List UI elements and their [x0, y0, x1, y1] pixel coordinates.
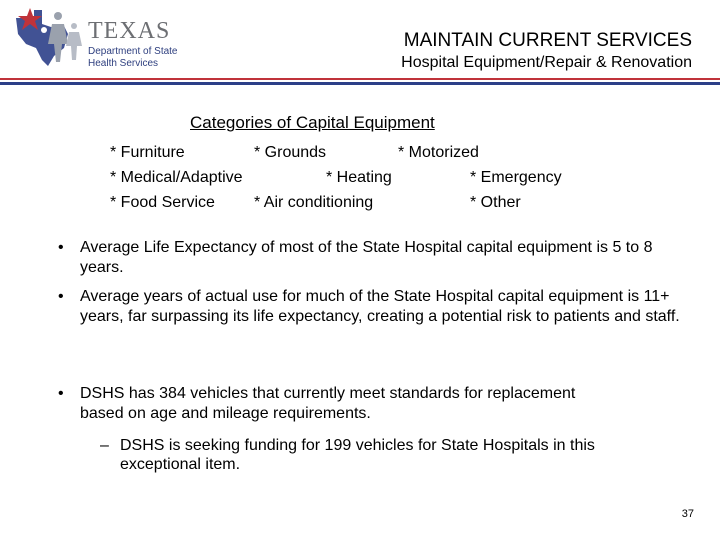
texas-star-people-icon: [8, 4, 88, 70]
logo-agency-name: Department of State Health Services: [88, 46, 178, 69]
sub-bullet-text: DSHS is seeking funding for 199 vehicles for State Hospitals in this exceptional item.: [120, 437, 595, 473]
header-divider-blue: [0, 82, 720, 85]
category-item: * Food Service: [110, 194, 215, 211]
category-item: * Heating: [326, 169, 392, 186]
category-item: * Air conditioning: [254, 194, 374, 211]
category-item: * Emergency: [470, 169, 562, 186]
category-item: * Grounds: [254, 144, 327, 161]
bullet-text: Average years of actual use for much of the State Hospital capital equipment is 11+ years, far surpassing its life expectancy, creating a potential risk to patients and staff.: [80, 288, 680, 325]
bullet-marker: •: [58, 288, 64, 305]
bullet-marker: •: [58, 239, 64, 256]
category-item: * Furniture: [110, 144, 185, 161]
page-number: 37: [681, 508, 694, 520]
logo-wordmark: TEXAS: [88, 18, 171, 44]
bullet-text: Average Life Expectancy of most of the State Hospital capital equipment is 5 to 8 years.: [80, 239, 653, 276]
page-subtitle: Hospital Equipment/Repair & Renovation: [401, 54, 692, 71]
category-item: * Medical/Adaptive: [110, 169, 243, 186]
page-title: MAINTAIN CURRENT SERVICES: [403, 30, 692, 51]
category-item: * Other: [470, 194, 521, 211]
bullet-text: DSHS has 384 vehicles that currently meet standards for replacement based on age and mileage requirements.: [80, 385, 576, 422]
categories-heading: Categories of Capital Equipment: [190, 113, 435, 132]
bullet-marker: •: [58, 385, 64, 402]
category-item: * Motorized: [398, 144, 479, 161]
dshs-logo: [8, 4, 198, 70]
sub-bullet-marker: –: [100, 437, 109, 454]
header-divider-red: [0, 78, 720, 80]
